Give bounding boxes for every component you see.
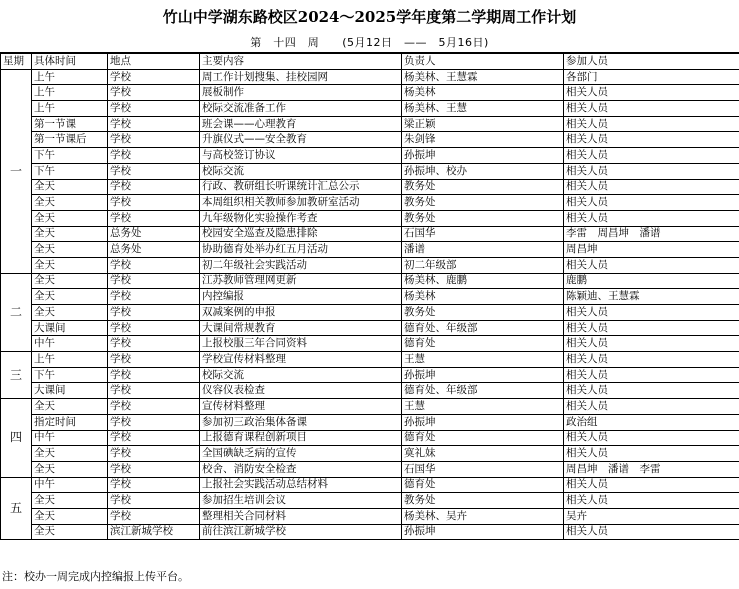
owner-cell: 王慧 [402, 352, 564, 368]
location-cell: 学校 [108, 163, 200, 179]
content-cell: 升旗仪式——安全教育 [200, 132, 402, 148]
table-row [1, 367, 739, 383]
participants-cell: 相关人员 [564, 446, 739, 462]
location-cell: 学校 [108, 148, 200, 164]
header-row [1, 54, 739, 70]
participants-cell: 陈颖迪、王慧霖 [564, 289, 739, 305]
participants-cell: 吴卉 [564, 508, 739, 524]
location-cell: 学校 [108, 414, 200, 430]
content-cell: 前往滨江新城学校 [200, 524, 402, 540]
participants-cell: 相关人员 [564, 367, 739, 383]
time-cell: 全天 [32, 508, 108, 524]
time-cell: 中午 [32, 477, 108, 493]
participants-cell: 相关人员 [564, 257, 739, 273]
location-cell: 学校 [108, 399, 200, 415]
content-cell: 仪容仪表检查 [200, 383, 402, 399]
time-cell: 全天 [32, 461, 108, 477]
owner-cell: 杨美林、吴卉 [402, 508, 564, 524]
participants-cell: 相关人员 [564, 352, 739, 368]
content-cell: 班会课——心理教育 [200, 116, 402, 132]
participants-cell: 周昌坤 [564, 242, 739, 258]
table-row [1, 508, 739, 524]
table-row [1, 493, 739, 509]
location-cell: 学校 [108, 367, 200, 383]
owner-cell: 孙振坤 [402, 414, 564, 430]
owner-cell: 孙振坤 [402, 367, 564, 383]
owner-cell: 教务处 [402, 493, 564, 509]
owner-cell: 杨美林、王慧 [402, 101, 564, 117]
table-row [1, 273, 739, 289]
content-cell: 整理相关合同材料 [200, 508, 402, 524]
participants-cell: 相关人员 [564, 101, 739, 117]
participants-cell: 相关人员 [564, 305, 739, 321]
time-cell: 第一节课 [32, 116, 108, 132]
owner-cell: 教务处 [402, 179, 564, 195]
time-cell: 全天 [32, 524, 108, 540]
table-row [1, 430, 739, 446]
footnote: 注：校办一周完成内控编报上传平台。 [2, 570, 189, 583]
content-cell: 江苏教师管理网更新 [200, 273, 402, 289]
owner-cell: 德育处 [402, 336, 564, 352]
content-cell: 校际交流准备工作 [200, 101, 402, 117]
location-cell: 滨江新城学校 [108, 524, 200, 540]
week-subtitle: 第 十四 周 (5月12日 —— 5月16日) [250, 36, 489, 49]
content-cell: 参加初三政治集体备课 [200, 414, 402, 430]
time-cell: 上午 [32, 101, 108, 117]
table-row [1, 257, 739, 273]
content-cell: 行政、教研组长听课统计汇总公示 [200, 179, 402, 195]
owner-cell: 教务处 [402, 195, 564, 211]
content-cell: 校舍、消防安全检查 [200, 461, 402, 477]
table-row [1, 461, 739, 477]
location-cell: 学校 [108, 69, 200, 85]
owner-cell: 杨美林 [402, 289, 564, 305]
owner-cell: 石国华 [402, 461, 564, 477]
owner-cell: 王慧 [402, 399, 564, 415]
owner-cell: 杨美林、鹿鹏 [402, 273, 564, 289]
location-cell: 学校 [108, 352, 200, 368]
owner-cell: 梁正颖 [402, 116, 564, 132]
owner-cell: 德育处 [402, 477, 564, 493]
weekday-cell: 五 [1, 477, 32, 540]
participants-cell: 相关人员 [564, 163, 739, 179]
table-row [1, 524, 739, 540]
content-cell: 内控编报 [200, 289, 402, 305]
time-cell: 全天 [32, 226, 108, 242]
weekday-cell: 四 [1, 399, 32, 477]
content-cell: 上报社会实践活动总结材料 [200, 477, 402, 493]
content-cell: 本周组织相关教师参加教研室活动 [200, 195, 402, 211]
participants-cell: 相关人员 [564, 524, 739, 540]
location-cell: 学校 [108, 508, 200, 524]
location-cell: 学校 [108, 132, 200, 148]
content-cell: 初二年级社会实践活动 [200, 257, 402, 273]
owner-cell: 孙振坤、校办 [402, 163, 564, 179]
location-cell: 学校 [108, 320, 200, 336]
participants-cell: 相关人员 [564, 336, 739, 352]
location-cell: 学校 [108, 477, 200, 493]
location-cell: 总务处 [108, 242, 200, 258]
table-row [1, 195, 739, 211]
time-cell: 全天 [32, 257, 108, 273]
owner-cell: 德育处、年级部 [402, 320, 564, 336]
participants-cell: 周昌坤 潘谱 李雷 [564, 461, 739, 477]
table-row [1, 336, 739, 352]
time-cell: 全天 [32, 195, 108, 211]
participants-cell: 相关人员 [564, 132, 739, 148]
time-cell: 第一节课后 [32, 132, 108, 148]
location-cell: 学校 [108, 101, 200, 117]
owner-cell: 德育处 [402, 430, 564, 446]
header-content: 主要内容 [200, 54, 402, 70]
owner-cell: 德育处、年级部 [402, 383, 564, 399]
time-cell: 上午 [32, 69, 108, 85]
participants-cell: 相关人员 [564, 477, 739, 493]
participants-cell: 李雷 周昌坤 潘谱 [564, 226, 739, 242]
time-cell: 全天 [32, 493, 108, 509]
location-cell: 学校 [108, 383, 200, 399]
owner-cell: 孙振坤 [402, 524, 564, 540]
participants-cell: 相关人员 [564, 210, 739, 226]
location-cell: 学校 [108, 336, 200, 352]
table-row [1, 226, 739, 242]
content-cell: 宣传材料整理 [200, 399, 402, 415]
location-cell: 学校 [108, 116, 200, 132]
time-cell: 大课间 [32, 383, 108, 399]
location-cell: 学校 [108, 195, 200, 211]
owner-cell: 杨美林、王慧霖 [402, 69, 564, 85]
participants-cell: 相关人员 [564, 195, 739, 211]
content-cell: 九年级物化实验操作考查 [200, 210, 402, 226]
schedule-body [1, 69, 739, 540]
table-row [1, 242, 739, 258]
location-cell: 学校 [108, 461, 200, 477]
owner-cell: 孙振坤 [402, 148, 564, 164]
location-cell: 总务处 [108, 226, 200, 242]
content-cell: 双减案例的申报 [200, 305, 402, 321]
participants-cell: 鹿鹏 [564, 273, 739, 289]
content-cell: 大课间常规教育 [200, 320, 402, 336]
schedule-table [0, 53, 739, 540]
weekday-cell: 二 [1, 273, 32, 351]
table-row [1, 320, 739, 336]
time-cell: 上午 [32, 352, 108, 368]
table-row [1, 289, 739, 305]
table-row [1, 148, 739, 164]
time-cell: 全天 [32, 305, 108, 321]
location-cell: 学校 [108, 305, 200, 321]
time-cell: 全天 [32, 446, 108, 462]
participants-cell: 相关人员 [564, 179, 739, 195]
table-row [1, 116, 739, 132]
owner-cell: 教务处 [402, 305, 564, 321]
time-cell: 下午 [32, 367, 108, 383]
table-row [1, 179, 739, 195]
table-row [1, 132, 739, 148]
content-cell: 协助德育处举办红五月活动 [200, 242, 402, 258]
table-row [1, 210, 739, 226]
time-cell: 下午 [32, 163, 108, 179]
header-owner: 负责人 [402, 54, 564, 70]
content-cell: 与高校签订协议 [200, 148, 402, 164]
content-cell: 校际交流 [200, 367, 402, 383]
table-row [1, 446, 739, 462]
page-title: 竹山中学湖东路校区2024～2025学年度第二学期周工作计划 [162, 8, 577, 26]
participants-cell: 相关人员 [564, 85, 739, 101]
time-cell: 上午 [32, 85, 108, 101]
content-cell: 展板制作 [200, 85, 402, 101]
location-cell: 学校 [108, 179, 200, 195]
owner-cell: 教务处 [402, 210, 564, 226]
participants-cell: 相关人员 [564, 116, 739, 132]
time-cell: 下午 [32, 148, 108, 164]
table-row [1, 352, 739, 368]
participants-cell: 相关人员 [564, 430, 739, 446]
location-cell: 学校 [108, 257, 200, 273]
header-location: 地点 [108, 54, 200, 70]
participants-cell: 各部门 [564, 69, 739, 85]
location-cell: 学校 [108, 430, 200, 446]
location-cell: 学校 [108, 85, 200, 101]
owner-cell: 初二年级部 [402, 257, 564, 273]
owner-cell: 潘谱 [402, 242, 564, 258]
content-cell: 学校宣传材料整理 [200, 352, 402, 368]
location-cell: 学校 [108, 446, 200, 462]
header-time: 具体时间 [32, 54, 108, 70]
weekday-cell: 三 [1, 352, 32, 399]
header-weekday: 星期 [1, 54, 32, 70]
weekday-cell: 一 [1, 69, 32, 273]
time-cell: 全天 [32, 179, 108, 195]
content-cell: 校园安全巡查及隐患排除 [200, 226, 402, 242]
participants-cell: 相关人员 [564, 148, 739, 164]
location-cell: 学校 [108, 273, 200, 289]
time-cell: 全天 [32, 289, 108, 305]
location-cell: 学校 [108, 493, 200, 509]
table-row [1, 85, 739, 101]
time-cell: 全天 [32, 210, 108, 226]
participants-cell: 相关人员 [564, 399, 739, 415]
table-row [1, 477, 739, 493]
owner-cell: 石国华 [402, 226, 564, 242]
time-cell: 大课间 [32, 320, 108, 336]
table-row [1, 399, 739, 415]
content-cell: 校际交流 [200, 163, 402, 179]
table-row [1, 383, 739, 399]
owner-cell: 朱剑锋 [402, 132, 564, 148]
content-cell: 上报德育课程创新项目 [200, 430, 402, 446]
time-cell: 全天 [32, 242, 108, 258]
location-cell: 学校 [108, 210, 200, 226]
time-cell: 中午 [32, 430, 108, 446]
location-cell: 学校 [108, 289, 200, 305]
time-cell: 全天 [32, 273, 108, 289]
content-cell: 周工作计划搜集、挂校园网 [200, 69, 402, 85]
owner-cell: 寞礼妹 [402, 446, 564, 462]
table-row [1, 414, 739, 430]
table-row [1, 163, 739, 179]
time-cell: 指定时间 [32, 414, 108, 430]
time-cell: 全天 [32, 399, 108, 415]
participants-cell: 相关人员 [564, 320, 739, 336]
content-cell: 参加招生培训会议 [200, 493, 402, 509]
participants-cell: 相关人员 [564, 493, 739, 509]
owner-cell: 杨美林 [402, 85, 564, 101]
table-row [1, 69, 739, 85]
table-row [1, 101, 739, 117]
participants-cell: 相关人员 [564, 383, 739, 399]
content-cell: 全国碘缺乏病的宣传 [200, 446, 402, 462]
participants-cell: 政治组 [564, 414, 739, 430]
table-row [1, 305, 739, 321]
header-participants: 参加人员 [564, 54, 739, 70]
content-cell: 上报校服三年合同资料 [200, 336, 402, 352]
time-cell: 中午 [32, 336, 108, 352]
